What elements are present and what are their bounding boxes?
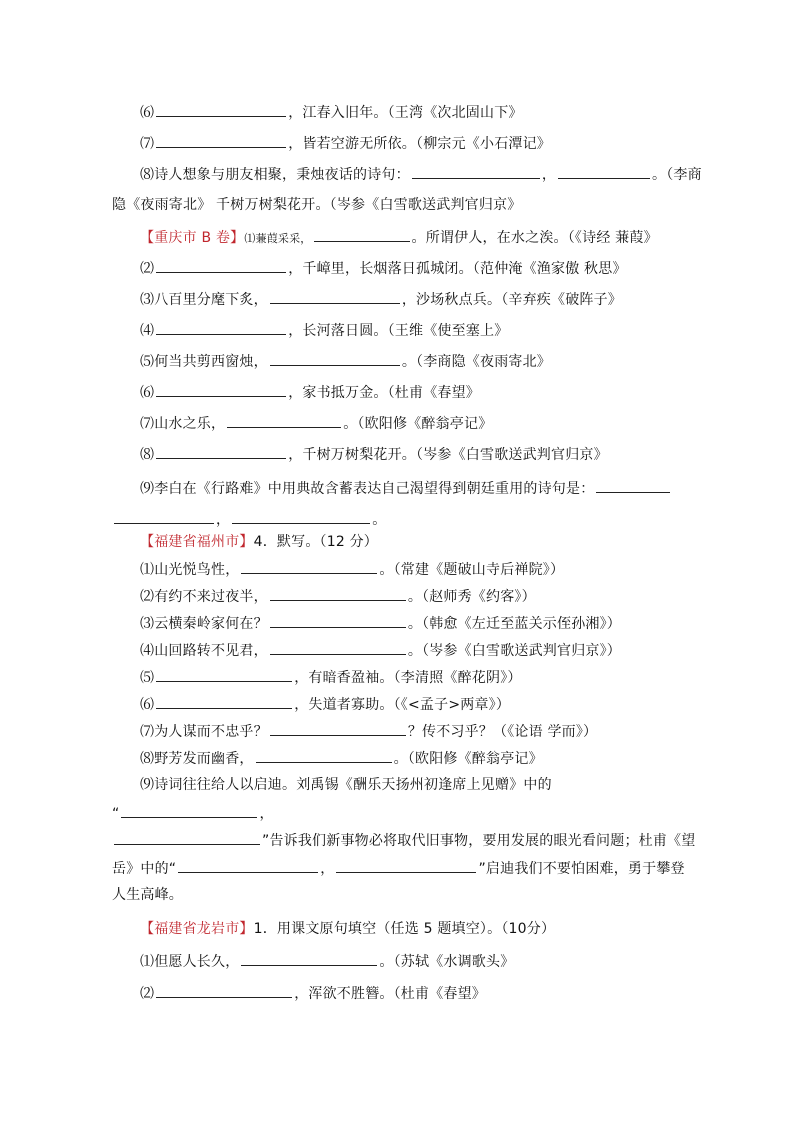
answer-blank[interactable] xyxy=(121,803,257,818)
question-suffix: ，千嶂里，长烟落日孤城闭。（范仲淹《渔家傲 秋思》 xyxy=(288,261,627,277)
answer-blank[interactable] xyxy=(412,164,540,179)
answer-blank[interactable] xyxy=(256,748,392,763)
question-line xyxy=(140,258,627,279)
question-text: 隐《夜雨寄北》 千树万树梨花开。（岑参《白雪歌送武判官归京》 xyxy=(112,197,522,213)
question-line xyxy=(140,694,510,715)
question-prefix: ⑵ xyxy=(140,986,155,1002)
question-line xyxy=(140,478,672,499)
question-suffix: 。（韩愈《左迁至蓝关示侄孙湘》） xyxy=(407,616,622,632)
question-suffix: 。（李商隐《夜雨寄北》 xyxy=(401,354,552,370)
answer-blank[interactable] xyxy=(156,444,286,459)
answer-blank[interactable] xyxy=(114,830,260,845)
question-suffix: 。（苏轼《水调歌头》 xyxy=(379,954,515,970)
question-text: ⑼诗词往往给人以启迪。刘禹锡《酬乐天扬州初逢席上见赠》中的 xyxy=(140,777,552,793)
question-prefix: ⑴蒹葭采采， xyxy=(244,232,312,245)
question-line xyxy=(140,559,564,580)
answer-blank[interactable] xyxy=(156,320,286,335)
question-prefix: ⑹ xyxy=(140,385,155,401)
answer-blank[interactable] xyxy=(156,983,292,998)
question-prefix: ⑼李白在《行路难》中用典故含蓄表达自己渴望得到朝廷重用的诗句是： xyxy=(140,481,595,497)
section-header xyxy=(140,532,378,552)
question-line xyxy=(112,803,274,824)
question-line xyxy=(140,951,514,972)
question-line xyxy=(140,351,551,372)
question-suffix: 。（赵师秀《约客》） xyxy=(407,589,536,605)
answer-blank[interactable] xyxy=(270,613,406,628)
question-prefix: ⑶云横秦岭家何在？ xyxy=(140,616,268,632)
question-line xyxy=(140,320,508,341)
answer-blank[interactable] xyxy=(156,102,286,117)
answer-blank[interactable] xyxy=(241,559,377,574)
separator: ， xyxy=(541,167,557,183)
source-tag: 【福建省福州市】 xyxy=(140,534,254,550)
question-prefix: ⑻ xyxy=(140,447,155,463)
question-line xyxy=(140,983,486,1004)
question-suffix: 。（欧阳修《醉翁亭记》 xyxy=(393,751,543,767)
answer-blank[interactable] xyxy=(156,694,292,709)
question-line xyxy=(140,413,492,434)
question-prefix: ⑵有约不来过夜半， xyxy=(140,589,268,605)
answer-blank[interactable] xyxy=(336,858,476,873)
question-suffix: 。（岑参《白雪歌送武判官归京》） xyxy=(407,643,622,659)
question-prefix: ⑺ xyxy=(140,136,155,152)
question-line xyxy=(140,721,597,742)
answer-blank[interactable] xyxy=(596,478,670,493)
question-line xyxy=(140,164,702,185)
question-prefix: 岳》中的“ xyxy=(112,861,177,877)
question-suffix: 。 xyxy=(372,512,387,528)
question-suffix: 。（欧阳修《醉翁亭记》 xyxy=(343,416,493,432)
question-line xyxy=(140,640,621,661)
answer-blank[interactable] xyxy=(270,351,400,366)
question-prefix: ⑴山光悦鸟性， xyxy=(140,562,240,578)
section-header xyxy=(140,919,555,939)
question-prefix: ⑺为人谋而不忠乎？ xyxy=(140,724,268,740)
question-prefix: ⑴但愿人长久， xyxy=(140,954,240,970)
question-suffix: ，千树万树梨花开。（岑参《白雪歌送武判官归京》 xyxy=(288,447,608,463)
question-suffix: 。（李商 xyxy=(652,167,702,183)
question-line xyxy=(140,102,523,123)
question-prefix: ⑻野芳发而幽香， xyxy=(140,751,254,767)
question-line xyxy=(140,289,622,310)
question-line xyxy=(140,444,608,465)
separator: ， xyxy=(259,806,274,822)
question-suffix: ，浑欲不胜簪。（杜甫《春望》 xyxy=(294,986,487,1002)
answer-blank[interactable] xyxy=(114,509,214,524)
question-line xyxy=(140,748,543,769)
section-title: 1．用课文原句填空（任选 5 题填空）。（10分） xyxy=(253,921,556,937)
question-prefix: ⑹ xyxy=(140,105,155,121)
answer-blank[interactable] xyxy=(270,289,400,304)
question-line xyxy=(140,667,522,688)
question-suffix: 。（常建《题破山寺后禅院》） xyxy=(379,562,565,578)
question-prefix: ⑷山回路转不见君， xyxy=(140,643,268,659)
answer-blank[interactable] xyxy=(270,586,406,601)
question-prefix: ⑺山水之乐， xyxy=(140,416,226,432)
question-prefix: ⑹ xyxy=(140,697,155,713)
question-line xyxy=(112,195,521,215)
source-tag: 【重庆市 B 卷】 xyxy=(140,230,245,246)
question-suffix: ？传不习乎？（《论语 学而》） xyxy=(407,724,598,740)
question-prefix: ⑻诗人想象与朋友相聚，秉烛夜话的诗句： xyxy=(140,167,410,183)
question-line xyxy=(112,509,386,530)
answer-blank[interactable] xyxy=(156,258,286,273)
question-suffix: ，江春入旧年。（王湾《次北固山下》 xyxy=(288,105,523,121)
question-text: 人生高峰。 xyxy=(112,887,183,903)
question-line xyxy=(140,775,552,795)
question-suffix: ，家书抵万金。（杜甫《春望》 xyxy=(288,385,481,401)
open-quote: “ xyxy=(112,806,120,822)
question-line xyxy=(140,133,551,154)
question-line xyxy=(112,858,685,879)
question-suffix: ，皆若空游无所依。（柳宗元《小石潭记》 xyxy=(288,136,552,152)
question-line xyxy=(112,830,695,851)
question-prefix: ⑵ xyxy=(140,261,155,277)
answer-blank[interactable] xyxy=(156,382,286,397)
answer-blank[interactable] xyxy=(227,413,341,428)
question-suffix: 。所谓伊人，在水之涘。（《诗经 蒹葭》 xyxy=(411,230,658,246)
question-line xyxy=(112,885,183,905)
question-line xyxy=(140,586,536,607)
question-suffix: ，失道者寡助。（《<孟子>两章》） xyxy=(294,697,511,713)
question-line xyxy=(140,613,621,634)
answer-blank[interactable] xyxy=(558,164,650,179)
answer-blank[interactable] xyxy=(270,640,406,655)
separator: ， xyxy=(216,512,231,528)
source-tag: 【福建省龙岩市】 xyxy=(140,921,254,937)
question-suffix: ，长河落日圆。（王维《使至塞上》 xyxy=(288,323,509,339)
answer-blank[interactable] xyxy=(314,227,410,242)
question-prefix: ⑶八百里分麾下炙， xyxy=(140,292,268,308)
answer-blank[interactable] xyxy=(178,858,318,873)
question-line xyxy=(140,382,480,403)
answer-blank[interactable] xyxy=(232,509,370,524)
question-suffix: ”告诉我们新事物必将取代旧事物，要用发展的眼光看问题；杜甫《望 xyxy=(262,833,696,849)
question-prefix: ⑷ xyxy=(140,323,155,339)
question-prefix: ⑸ xyxy=(140,670,155,686)
question-suffix: ”启迪我们不要怕困难，勇于攀登 xyxy=(478,861,685,877)
question-suffix: ，有暗香盈袖。（李清照《醉花阴》） xyxy=(294,670,522,686)
answer-blank[interactable] xyxy=(270,721,406,736)
question-prefix: ⑸何当共剪西窗烛， xyxy=(140,354,268,370)
question-line xyxy=(140,227,658,249)
answer-blank[interactable] xyxy=(156,667,292,682)
separator: ， xyxy=(320,861,335,877)
answer-blank[interactable] xyxy=(241,951,377,966)
question-suffix: ，沙场秋点兵。（辛弃疾《破阵子》 xyxy=(401,292,623,308)
section-title: 4．默写。（12 分） xyxy=(253,534,378,550)
answer-blank[interactable] xyxy=(156,133,286,148)
